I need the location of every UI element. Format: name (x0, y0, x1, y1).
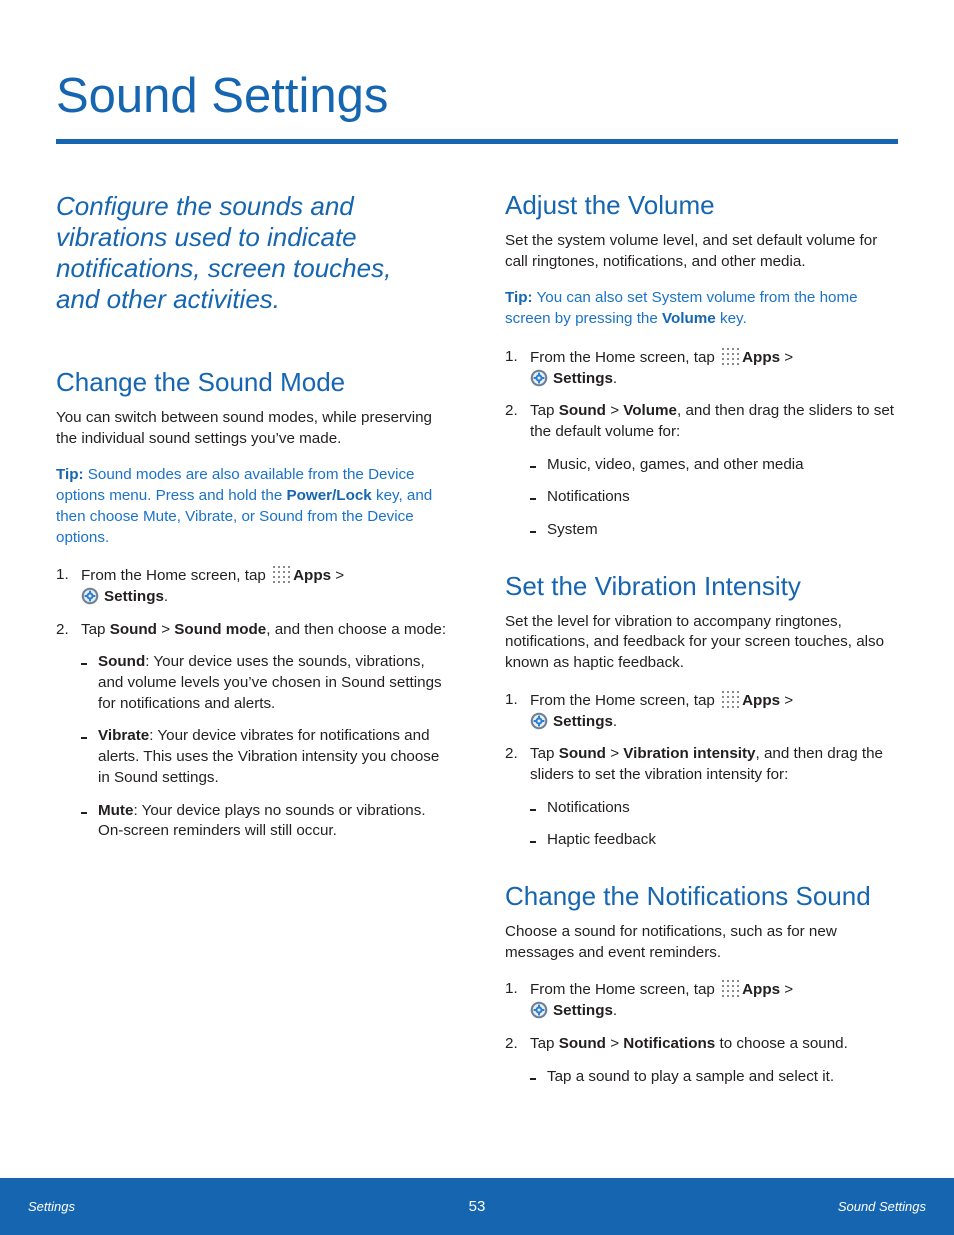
dash-bullet (530, 466, 536, 468)
step-end: . (163, 587, 169, 605)
menu-path-sound: Sound (109, 620, 157, 638)
settings-label: Settings (104, 587, 164, 605)
dash-bullet (530, 498, 536, 500)
volume-body: Set the system volume level, and set default volume for call ringtones, notifications, and other media. (505, 232, 878, 270)
step-text: Tap (530, 402, 559, 420)
step-end: . (612, 712, 618, 730)
menu-path-sound: Sound (558, 1034, 606, 1052)
menu-path-sound: Sound (558, 402, 606, 420)
step-text: Tap (530, 745, 559, 763)
step-text: , and then drag the sliders to set the default volume for: (530, 402, 894, 440)
step-1 (505, 979, 897, 1021)
footer-chapter: Settings (28, 1199, 75, 1214)
tip-text: You can also set System volume from the home screen by pressing the (505, 289, 858, 328)
step-text: to choose a sound. (715, 1034, 848, 1052)
tip-text: key, and then choose Mute, Vibrate, or Sound from the Device options. (56, 487, 433, 546)
step-2 (505, 401, 897, 541)
heading-notifications-sound: Change the Notifications Sound (505, 881, 871, 912)
dash-bullet (530, 841, 536, 843)
list-item (530, 798, 897, 819)
vibration-items (530, 798, 897, 851)
step-text: Tap (530, 1034, 559, 1052)
left-column (56, 188, 448, 856)
list-item (530, 1067, 897, 1088)
notifications-body: Choose a sound for notifications, such as for new messages and event reminders. (505, 923, 837, 961)
step-end: . (612, 369, 618, 387)
vibration-body: Set the level for vibration to accompany ringtones, notifications, and feedback for your screen touches, also known as haptic feedback. (505, 612, 885, 672)
step-text: From the Home screen, tap (530, 691, 715, 709)
step-text: From the Home screen, tap (530, 348, 715, 366)
list-item (530, 455, 897, 476)
section-change-sound-mode (56, 365, 448, 842)
item-text: Music, video, games, and other media (547, 455, 804, 473)
list-item (81, 652, 448, 714)
section-adjust-volume (505, 188, 897, 541)
step-separator: > (331, 567, 345, 585)
settings-label: Settings (553, 712, 613, 730)
step-2 (505, 1034, 897, 1087)
dash-bullet (81, 737, 87, 739)
list-item (530, 830, 897, 851)
volume-tip (505, 288, 897, 329)
apps-grid-icon (721, 690, 740, 709)
item-text: System (547, 521, 598, 539)
tip-key: Volume (662, 310, 716, 328)
step-separator: > (605, 745, 624, 763)
item-text: Notifications (547, 798, 630, 816)
dash-bullet (530, 1078, 536, 1080)
list-item (81, 801, 448, 842)
step-text: From the Home screen, tap (81, 567, 266, 585)
option-name: Mute (98, 801, 134, 819)
volume-steps (505, 347, 897, 541)
apps-label: Apps (742, 981, 781, 999)
dash-bullet (530, 809, 536, 811)
title-rule (56, 139, 898, 144)
step-1 (505, 347, 897, 389)
apps-grid-icon (721, 347, 740, 366)
tip-text: key. (715, 310, 747, 328)
step-number: 1. (505, 690, 518, 708)
step-separator: > (780, 348, 794, 366)
footer-page-number: 53 (468, 1198, 486, 1215)
tip-label: Tip: (505, 289, 533, 307)
menu-path-volume: Volume (623, 402, 678, 420)
menu-path-vibration-intensity: Vibration intensity (623, 745, 756, 763)
list-item (530, 520, 897, 541)
page-footer (0, 1178, 954, 1235)
dash-bullet (81, 812, 87, 814)
item-text: Haptic feedback (547, 831, 656, 849)
option-desc: : Your device uses the sounds, vibrations, and volume levels you’ve chosen in Sound settings for notifications and alerts. (98, 653, 442, 712)
sound-mode-body: You can switch between sound modes, while preserving the individual sound settings you’ve made. (56, 409, 432, 447)
apps-grid-icon (721, 979, 740, 998)
apps-label: Apps (293, 567, 332, 585)
dash-bullet (530, 531, 536, 533)
settings-label: Settings (553, 1002, 613, 1020)
step-separator: > (780, 981, 794, 999)
step-separator: > (605, 1034, 624, 1052)
step-1 (56, 565, 448, 607)
footer-section: Sound Settings (837, 1199, 926, 1214)
right-column (505, 188, 897, 1101)
sound-mode-tip (56, 465, 448, 548)
option-desc: : Your device vibrates for notifications and alerts. This uses the Vibration intensity you choose in Sound settings. (98, 727, 440, 786)
step-text: , and then choose a mode: (266, 620, 447, 638)
tip-key: Power/Lock (286, 487, 372, 505)
step-number: 2. (505, 1034, 518, 1052)
step-number: 1. (56, 566, 69, 584)
settings-gear-icon (530, 1001, 548, 1019)
section-notifications-sound (505, 879, 897, 1087)
sound-mode-options (81, 652, 448, 842)
item-text: Tap a sound to play a sample and select it. (547, 1067, 835, 1085)
apps-label: Apps (742, 348, 781, 366)
step-text: , and then drag the sliders to set the vibration intensity for: (530, 745, 884, 783)
tip-text: Sound modes are also available from the Device options menu. Press and hold the (56, 466, 415, 505)
intro-text: Configure the sounds and vibrations used to indicate notifications, screen touches, and other activities. (56, 191, 392, 314)
step-separator: > (605, 402, 624, 420)
option-desc: : Your device plays no sounds or vibrations. On-screen reminders will still occur. (98, 801, 426, 840)
settings-gear-icon (530, 712, 548, 730)
step-text: From the Home screen, tap (530, 981, 715, 999)
notifications-steps (505, 979, 897, 1087)
apps-grid-icon (272, 565, 291, 584)
step-separator: > (780, 691, 794, 709)
menu-path-sound: Sound (558, 745, 606, 763)
item-text: Notifications (547, 488, 630, 506)
step-number: 2. (505, 402, 518, 420)
sound-mode-steps (56, 565, 448, 842)
heading-vibration-intensity: Set the Vibration Intensity (505, 570, 801, 601)
heading-change-sound-mode: Change the Sound Mode (56, 367, 346, 397)
settings-gear-icon (530, 369, 548, 387)
dash-bullet (81, 663, 87, 665)
heading-adjust-volume: Adjust the Volume (505, 190, 715, 220)
vibration-steps (505, 690, 897, 851)
list-item (81, 726, 448, 788)
step-number: 2. (505, 745, 518, 763)
step-text: Tap (81, 620, 110, 638)
page-title: Sound Settings (56, 69, 389, 123)
step-number: 1. (505, 980, 518, 998)
step-end: . (612, 1002, 618, 1020)
notifications-items (530, 1067, 897, 1088)
apps-label: Apps (742, 691, 781, 709)
step-2 (56, 620, 448, 842)
step-1 (505, 690, 897, 732)
step-2 (505, 744, 897, 851)
settings-label: Settings (553, 369, 613, 387)
tip-label: Tip: (56, 466, 84, 484)
menu-path-sound-mode: Sound mode (174, 620, 267, 638)
volume-items (530, 455, 897, 541)
step-number: 2. (56, 620, 69, 638)
menu-path-notifications: Notifications (623, 1034, 716, 1052)
list-item (530, 487, 897, 508)
settings-gear-icon (81, 587, 99, 605)
step-number: 1. (505, 347, 518, 365)
option-name: Sound (98, 653, 146, 671)
step-separator: > (156, 620, 175, 638)
option-name: Vibrate (98, 727, 150, 745)
section-vibration-intensity (505, 569, 897, 851)
